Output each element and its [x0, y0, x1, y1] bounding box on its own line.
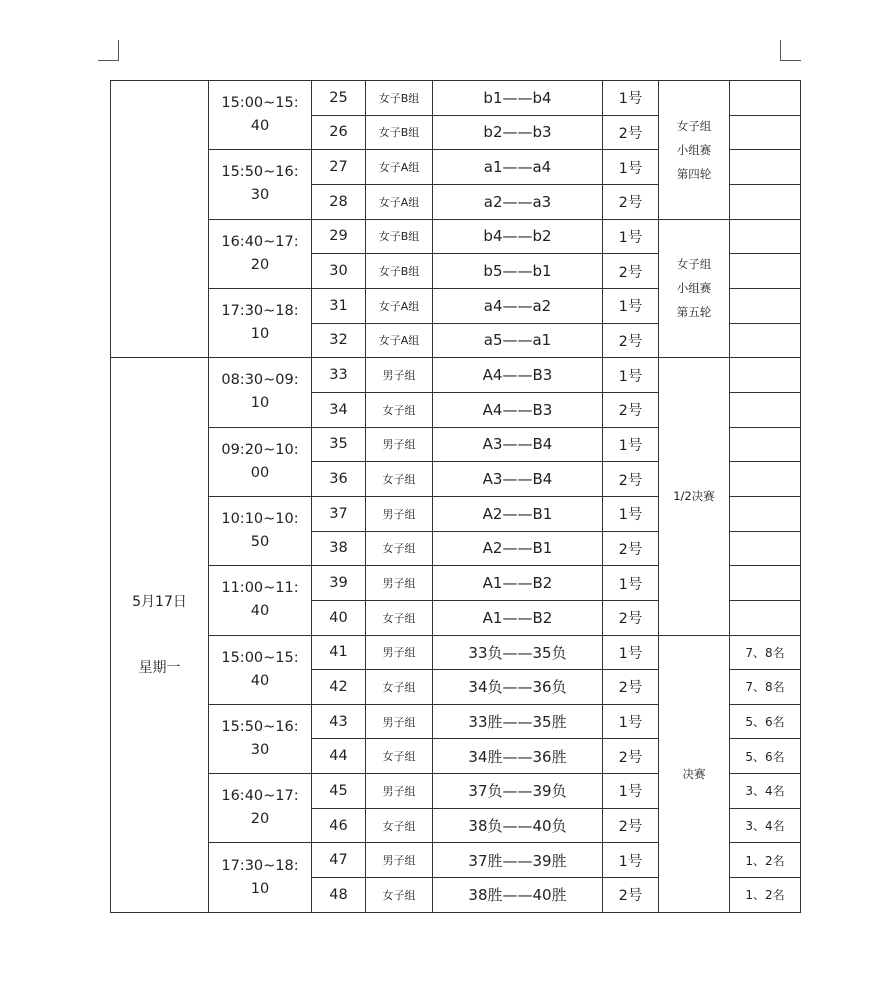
time-slot-line: 20 [250, 811, 270, 828]
matchup-cell: A2——B1 [433, 531, 603, 566]
table-row [111, 358, 801, 393]
court-number-cell: 1号 [603, 150, 659, 185]
placement-cell [730, 184, 801, 219]
placement-cell: 5、6名 [730, 739, 801, 774]
match-number-cell: 43 [312, 704, 366, 739]
match-number-cell: 40 [312, 600, 366, 635]
time-slot-cell [209, 704, 312, 773]
time-slot-line: 10:10~10: [221, 511, 299, 528]
match-number-cell: 41 [312, 635, 366, 670]
match-number-cell: 25 [312, 81, 366, 116]
time-slot-cell [209, 219, 312, 288]
placement-cell: 5、6名 [730, 704, 801, 739]
match-number-cell: 48 [312, 878, 366, 913]
group-label-cell: 女子B组 [366, 254, 433, 289]
matchup-cell: A2——B1 [433, 496, 603, 531]
time-slot-line: 08:30~09: [221, 372, 299, 389]
match-number-cell: 27 [312, 150, 366, 185]
time-slot-line: 09:20~10: [221, 441, 299, 458]
placement-cell [730, 566, 801, 601]
stage-label-line: 女子组 [676, 257, 712, 272]
time-slot-line: 15:00~15: [221, 95, 299, 112]
court-number-cell: 2号 [603, 739, 659, 774]
table-row [111, 635, 801, 670]
group-label-cell: 女子组 [366, 600, 433, 635]
matchup-cell: b5——b1 [433, 254, 603, 289]
match-number-cell: 33 [312, 358, 366, 393]
group-label-cell: 女子组 [366, 531, 433, 566]
court-number-cell: 1号 [603, 219, 659, 254]
match-number-cell: 32 [312, 323, 366, 358]
date-cell [111, 358, 209, 913]
stage-label-line: 小组赛 [676, 142, 712, 157]
match-number-cell: 34 [312, 392, 366, 427]
court-number-cell: 1号 [603, 288, 659, 323]
court-number-cell: 1号 [603, 635, 659, 670]
matchup-cell: a5——a1 [433, 323, 603, 358]
time-slot-cell [209, 288, 312, 357]
placement-cell [730, 254, 801, 289]
page-corner-mark-left [98, 40, 119, 61]
table-row [111, 81, 801, 116]
match-number-cell: 39 [312, 566, 366, 601]
court-number-cell: 2号 [603, 670, 659, 705]
group-label-cell: 女子A组 [366, 150, 433, 185]
time-slot-line: 15:50~16: [221, 164, 299, 181]
weekday-label: 星期一 [138, 660, 181, 676]
placement-cell [730, 427, 801, 462]
matchup-cell: A1——B2 [433, 600, 603, 635]
stage-label-line: 女子组 [676, 118, 712, 133]
court-number-cell: 2号 [603, 323, 659, 358]
time-slot-line: 17:30~18: [221, 303, 299, 320]
matchup-cell: a4——a2 [433, 288, 603, 323]
matchup-cell: 33胜——35胜 [433, 704, 603, 739]
time-slot-cell [209, 358, 312, 427]
placement-cell: 1、2名 [730, 878, 801, 913]
match-number-cell: 37 [312, 496, 366, 531]
time-slot-line: 16:40~17: [221, 233, 299, 250]
group-label-cell: 女子A组 [366, 323, 433, 358]
time-slot-line: 30 [250, 187, 270, 204]
matchup-cell: b2——b3 [433, 115, 603, 150]
matchup-cell: a2——a3 [433, 184, 603, 219]
time-slot-cell [209, 427, 312, 496]
group-label-cell: 女子组 [366, 808, 433, 843]
time-slot-cell [209, 843, 312, 912]
placement-cell [730, 600, 801, 635]
court-number-cell: 1号 [603, 496, 659, 531]
time-slot-line: 40 [250, 672, 270, 689]
court-number-cell: 2号 [603, 184, 659, 219]
placement-cell: 1、2名 [730, 843, 801, 878]
placement-cell [730, 81, 801, 116]
court-number-cell: 1号 [603, 843, 659, 878]
matchup-cell: 38负——40负 [433, 808, 603, 843]
time-slot-cell [209, 566, 312, 635]
matchup-cell: 38胜——40胜 [433, 878, 603, 913]
group-label-cell: 女子B组 [366, 219, 433, 254]
time-slot-line: 40 [250, 603, 270, 620]
group-label-cell: 女子B组 [366, 81, 433, 116]
matchup-cell: A3——B4 [433, 462, 603, 497]
placement-cell [730, 323, 801, 358]
placement-cell: 7、8名 [730, 670, 801, 705]
placement-cell [730, 392, 801, 427]
court-number-cell: 2号 [603, 808, 659, 843]
time-slot-line: 15:50~16: [221, 718, 299, 735]
schedule-table [110, 80, 801, 913]
court-number-cell: 2号 [603, 392, 659, 427]
group-label-cell: 男子组 [366, 427, 433, 462]
match-number-cell: 47 [312, 843, 366, 878]
time-slot-line: 17:30~18: [221, 857, 299, 874]
time-slot-cell [209, 150, 312, 219]
page-corner-mark-right [780, 40, 801, 61]
time-slot-cell [209, 635, 312, 704]
court-number-cell: 1号 [603, 427, 659, 462]
group-label-cell: 男子组 [366, 843, 433, 878]
court-number-cell: 1号 [603, 774, 659, 809]
matchup-cell: 37胜——39胜 [433, 843, 603, 878]
matchup-cell: A1——B2 [433, 566, 603, 601]
matchup-cell: b4——b2 [433, 219, 603, 254]
placement-cell [730, 219, 801, 254]
date-label: 5月17日 [132, 594, 187, 610]
stage-cell [659, 635, 730, 912]
matchup-cell: A3——B4 [433, 427, 603, 462]
court-number-cell: 2号 [603, 115, 659, 150]
court-number-cell: 2号 [603, 878, 659, 913]
stage-label-line: 1/2决赛 [673, 489, 715, 504]
group-label-cell: 女子组 [366, 462, 433, 497]
table-row [111, 219, 801, 254]
placement-cell: 7、8名 [730, 635, 801, 670]
group-label-cell: 女子组 [366, 739, 433, 774]
matchup-cell: A4——B3 [433, 392, 603, 427]
group-label-cell: 男子组 [366, 774, 433, 809]
match-number-cell: 35 [312, 427, 366, 462]
court-number-cell: 2号 [603, 531, 659, 566]
placement-cell [730, 150, 801, 185]
placement-cell [730, 288, 801, 323]
time-slot-line: 15:00~15: [221, 649, 299, 666]
group-label-cell: 女子B组 [366, 115, 433, 150]
matchup-cell: A4——B3 [433, 358, 603, 393]
group-label-cell: 女子组 [366, 670, 433, 705]
court-number-cell: 1号 [603, 704, 659, 739]
time-slot-line: 40 [250, 118, 270, 135]
court-number-cell: 2号 [603, 462, 659, 497]
matchup-cell: 37负——39负 [433, 774, 603, 809]
court-number-cell: 1号 [603, 566, 659, 601]
time-slot-line: 10 [250, 880, 270, 897]
group-label-cell: 女子组 [366, 392, 433, 427]
match-number-cell: 29 [312, 219, 366, 254]
court-number-cell: 2号 [603, 254, 659, 289]
placement-cell [730, 531, 801, 566]
time-slot-line: 30 [250, 741, 270, 758]
match-number-cell: 28 [312, 184, 366, 219]
match-number-cell: 46 [312, 808, 366, 843]
matchup-cell: b1——b4 [433, 81, 603, 116]
match-number-cell: 42 [312, 670, 366, 705]
group-label-cell: 男子组 [366, 704, 433, 739]
date-cell-previous-day [111, 81, 209, 358]
stage-label-line: 决赛 [682, 766, 706, 781]
time-slot-line: 11:00~11: [221, 580, 299, 597]
group-label-cell: 男子组 [366, 635, 433, 670]
placement-cell [730, 115, 801, 150]
group-label-cell: 男子组 [366, 496, 433, 531]
time-slot-cell [209, 81, 312, 150]
stage-label-line: 第五轮 [676, 305, 712, 320]
group-label-cell: 女子组 [366, 878, 433, 913]
time-slot-line: 00 [250, 464, 270, 481]
time-slot-line: 20 [250, 256, 270, 273]
stage-cell [659, 81, 730, 220]
time-slot-line: 16:40~17: [221, 788, 299, 805]
match-number-cell: 45 [312, 774, 366, 809]
stage-cell [659, 219, 730, 358]
group-label-cell: 女子A组 [366, 184, 433, 219]
match-number-cell: 38 [312, 531, 366, 566]
stage-cell [659, 358, 730, 635]
placement-cell: 3、4名 [730, 774, 801, 809]
matchup-cell: 34负——36负 [433, 670, 603, 705]
matchup-cell: 33负——35负 [433, 635, 603, 670]
placement-cell [730, 358, 801, 393]
stage-label-line: 第四轮 [676, 166, 712, 181]
time-slot-line: 10 [250, 326, 270, 343]
match-number-cell: 30 [312, 254, 366, 289]
match-number-cell: 31 [312, 288, 366, 323]
group-label-cell: 男子组 [366, 566, 433, 601]
match-number-cell: 44 [312, 739, 366, 774]
group-label-cell: 女子A组 [366, 288, 433, 323]
time-slot-cell [209, 496, 312, 565]
group-label-cell: 男子组 [366, 358, 433, 393]
matchup-cell: 34胜——36胜 [433, 739, 603, 774]
placement-cell: 3、4名 [730, 808, 801, 843]
placement-cell [730, 496, 801, 531]
time-slot-line: 10 [250, 395, 270, 412]
court-number-cell: 1号 [603, 358, 659, 393]
court-number-cell: 2号 [603, 600, 659, 635]
match-number-cell: 26 [312, 115, 366, 150]
placement-cell [730, 462, 801, 497]
matchup-cell: a1——a4 [433, 150, 603, 185]
court-number-cell: 1号 [603, 81, 659, 116]
time-slot-cell [209, 774, 312, 843]
match-number-cell: 36 [312, 462, 366, 497]
time-slot-line: 50 [250, 534, 270, 551]
stage-label-line: 小组赛 [676, 281, 712, 296]
